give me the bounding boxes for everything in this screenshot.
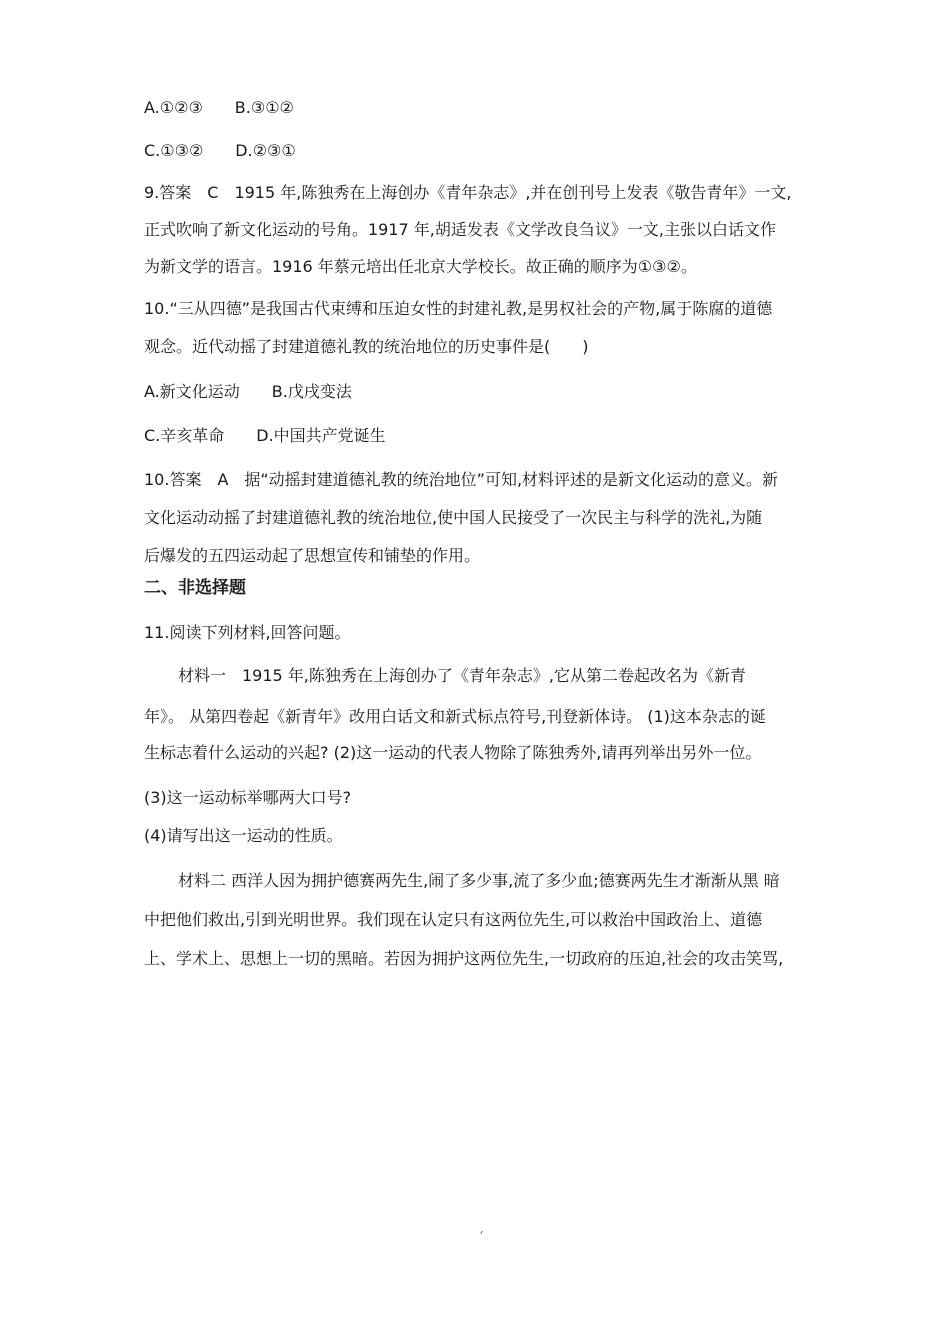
q10-stem-line-2: 观念。近代动摇了封建道德礼教的统治地位的历史事件是( ) bbox=[144, 337, 589, 356]
q11-material2-line-1: 材料二 西洋人因为拥护德赛两先生,闹了多少事,流了多少血;德赛两先生才渐渐从黑 暗 bbox=[178, 871, 780, 890]
q9-answer-line-1: 9.答案 C 1915 年,陈独秀在上海创办《青年杂志》,并在创刊号上发表《敬告青年》一文, bbox=[144, 183, 792, 202]
q11-subquestion-3: (3)这一运动标举哪两大口号? bbox=[144, 788, 352, 807]
q9-options-line-2: C.①③② D.②③① bbox=[144, 141, 296, 160]
page-mark: ´ bbox=[478, 1230, 484, 1244]
q11-material1-line-2: 年》。 从第四卷起《新青年》改用白话文和新式标点符号,刊登新体诗。 (1)这本杂志的诞 bbox=[144, 707, 766, 726]
q11-material1-line-3: 生标志着什么运动的兴起? (2)这一运动的代表人物除了陈独秀外,请再列举出另外一位。 bbox=[144, 743, 762, 762]
q10-answer-line-2: 文化运动动摇了封建道德礼教的统治地位,使中国人民接受了一次民主与科学的洗礼,为随 bbox=[144, 508, 763, 527]
q11-material2-line-2: 中把他们救出,引到光明世界。我们现在认定只有这两位先生,可以救治中国政治上、道德 bbox=[144, 910, 763, 929]
section-heading: 二、非选择题 bbox=[144, 578, 246, 598]
q10-options-line-2: C.辛亥革命 D.中国共产党诞生 bbox=[144, 426, 386, 445]
q11-intro: 11.阅读下列材料,回答问题。 bbox=[144, 623, 351, 642]
q10-stem-line-1: 10.“三从四德”是我国古代束缚和压迫女性的封建礼教,是男权社会的产物,属于陈腐的道德 bbox=[144, 299, 773, 318]
q9-answer-line-3: 为新文学的语言。1916 年蔡元培出任北京大学校长。故正确的顺序为①③②。 bbox=[144, 257, 697, 276]
q10-answer-line-3: 后爆发的五四运动起了思想宣传和铺垫的作用。 bbox=[144, 546, 481, 565]
q11-material1-line-1: 材料一 1915 年,陈独秀在上海创办了《青年杂志》,它从第二卷起改名为《新青 bbox=[178, 666, 746, 685]
q11-subquestion-4: (4)请写出这一运动的性质。 bbox=[144, 826, 343, 845]
q10-answer-line-1: 10.答案 A 据“动摇封建道德礼教的统治地位”可知,材料评述的是新文化运动的意义。新 bbox=[144, 470, 779, 489]
q9-options-line-1: A.①②③ B.③①② bbox=[144, 98, 294, 117]
q10-options-line-1: A.新文化运动 B.戊戌变法 bbox=[144, 382, 352, 401]
q11-material2-line-3: 上、学术上、思想上一切的黑暗。若因为拥护这两位先生,一切政府的压迫,社会的攻击笑骂, bbox=[144, 949, 784, 968]
q9-answer-line-2: 正式吹响了新文化运动的号角。1917 年,胡适发表《文学改良刍议》一文,主张以白话文作 bbox=[144, 220, 776, 239]
